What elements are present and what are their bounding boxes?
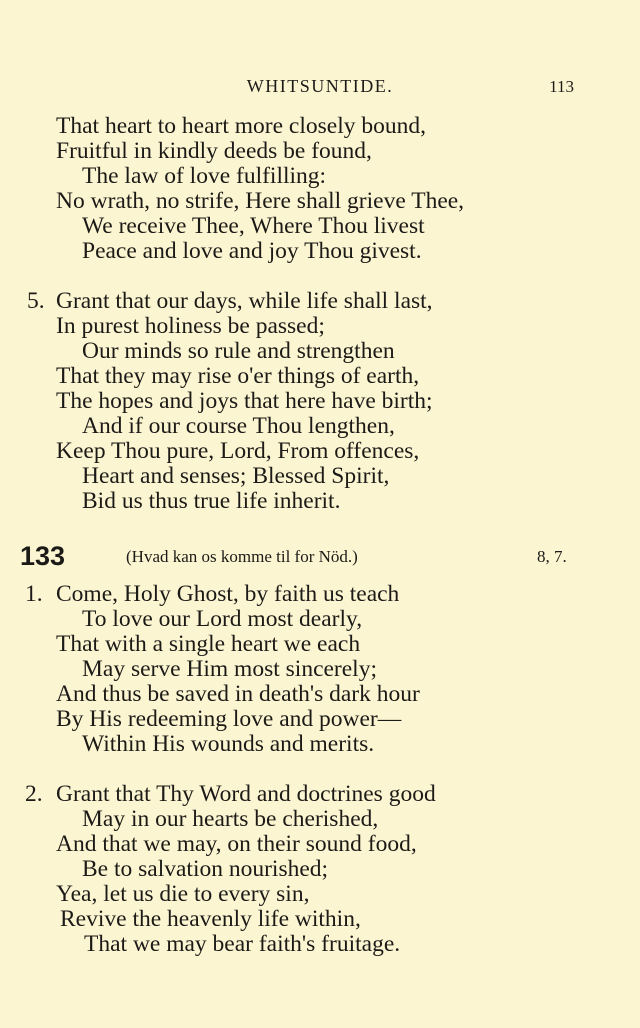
verse-line: The law of love fulfilling:	[82, 163, 327, 189]
verse-line: No wrath, no strife, Here shall grieve Thee,	[56, 188, 465, 214]
verse-line: Bid us thus true life inherit.	[82, 488, 341, 514]
verse-line: Our minds so rule and strengthen	[82, 338, 395, 364]
hymn-meter: 8, 7.	[537, 547, 567, 566]
verse-line: That we may bear faith's fruitage.	[84, 931, 401, 957]
verse-line: Keep Thou pure, Lord, From offences,	[56, 438, 420, 464]
verse-number: 1.	[25, 581, 43, 607]
verse-line: The hopes and joys that here have birth;	[56, 388, 433, 414]
verse-line: Within His wounds and merits.	[82, 731, 375, 757]
verse-line: May serve Him most sincerely;	[82, 656, 377, 682]
verse-number: 2.	[25, 781, 43, 807]
verse-line: That they may rise o'er things of earth,	[56, 363, 420, 389]
verse-line: And thus be saved in death's dark hour	[56, 681, 420, 707]
verse-line: That heart to heart more closely bound,	[56, 113, 426, 139]
verse-number: 5.	[27, 288, 45, 314]
hymn-number: 133	[20, 541, 66, 571]
verse-line: Come, Holy Ghost, by faith us teach	[56, 581, 400, 607]
verse-line: To love our Lord most dearly,	[82, 606, 363, 632]
verse-line: That with a single heart we each	[56, 631, 361, 657]
verse-line: By His redeeming love and power—	[56, 706, 402, 732]
verse-line: Grant that our days, while life shall last,	[56, 288, 433, 314]
hymn-heading	[0, 540, 640, 574]
verse-line: In purest holiness be passed;	[56, 313, 325, 339]
verse-line: May in our hearts be cherished,	[82, 806, 379, 832]
verse-line: We receive Thee, Where Thou livest	[82, 213, 425, 239]
verse-line: Grant that Thy Word and doctrines good	[56, 781, 436, 807]
running-header	[0, 74, 640, 100]
verse-line: Yea, let us die to every sin,	[56, 881, 310, 907]
hymn-original-title: (Hvad kan os komme til for Nöd.)	[126, 547, 358, 566]
page-number: 113	[549, 77, 574, 96]
verse-line: Peace and love and joy Thou givest.	[82, 238, 422, 264]
verse-line: Be to salvation nourished;	[82, 856, 329, 882]
verse-line: And if our course Thou lengthen,	[82, 413, 395, 439]
verse-line: Revive the heavenly life within,	[60, 906, 361, 932]
verse-line: And that we may, on their sound food,	[56, 831, 417, 857]
verse-line: Fruitful in kindly deeds be found,	[56, 138, 372, 164]
verse-line: Heart and senses; Blessed Spirit,	[82, 463, 390, 489]
running-head-title: WHITSUNTIDE.	[246, 76, 394, 96]
